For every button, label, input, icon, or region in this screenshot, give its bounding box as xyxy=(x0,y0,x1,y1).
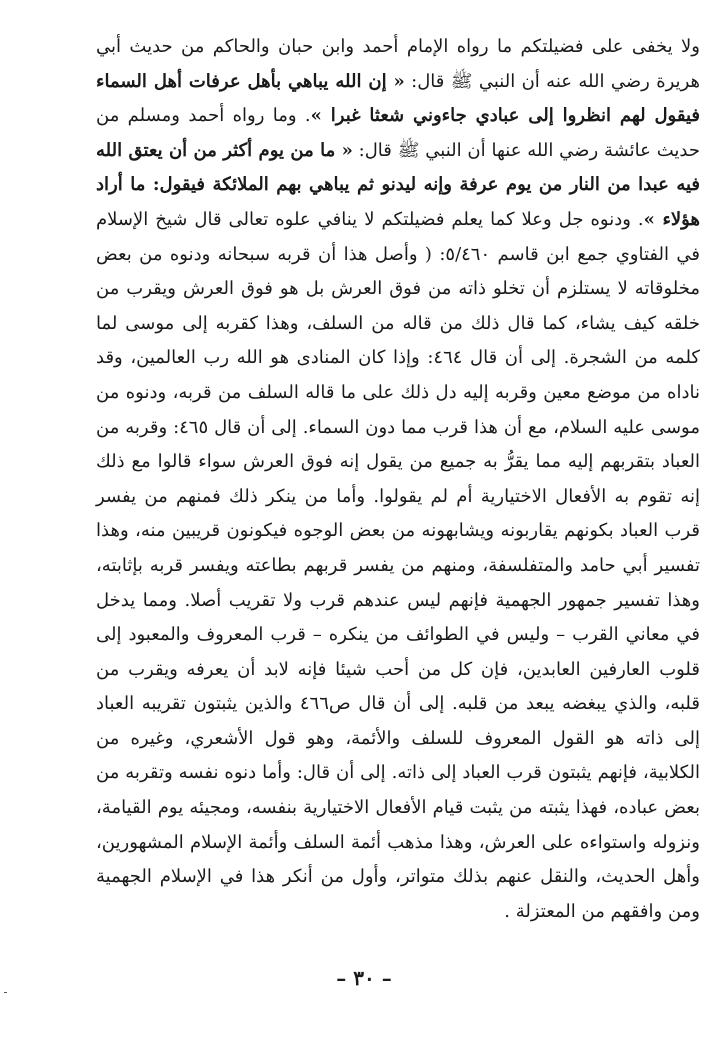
hadith-quote-bold: « إن الله يباهي بأهل عرفات أهل السماء فيقول لهم انظروا إلى عبادي جاءوني شعثا غبرا » xyxy=(96,70,700,127)
page-number: – ٣٠ – xyxy=(336,966,392,990)
hadith-quote-bold: « ما من يوم أكثر من أن يعتق الله فيه عبدا من النار من يوم عرفة وإنه ليدنو ثم يباهي بهم الملائكة فيقول: ما أراد هؤلاء » xyxy=(96,139,700,230)
document-page xyxy=(96,30,700,1030)
body-text xyxy=(96,30,700,929)
text-segment: . ودنوه جل وعلا كما يعلم فضيلتكم لا ينافي علوه تعالى قال شيخ الإسلام في الفتاوي جمع ابن قاسم ٥/٤٦٠: ( وأصل هذا أن قربه سبحانه ودنوه من بعض مخلوقاته لا يستلزم أن تخلو ذاته من فوق العرش بل هو فوق العرش ويقرب من خلقه كيف يشاء، كما قال ذلك من قاله من السلف، وهذا كقربه إلى موسى لما كلمه من الشجرة. إلى أن قال ٤٦٤: وإذا كان المنادى هو الله رب العالمين، وقد ناداه من موضع معين وقربه إليه دل ذلك على ما قاله السلف من قربه، ودنوه من موسى عليه السلام، مع أن هذا قرب مما دون السماء. إلى أن قال ٤٦٥: وقربه من العباد بتقربهم إليه مما يقرُّ به جميع من يقول إنه فوق العرش سواء قالوا مع ذلك إنه تقوم به الأفعال الاختيارية أم لم يقولوا. وأما من ينكر ذلك فمنهم من يفسر قرب العباد بكونهم يقاربونه ويشابهونه من بعض الوجوه فيكونون قريبين منه، وهذا تفسير أبي حامد والمتفلسفة، ومنهم من يفسر قربهم بطاعته ويفسر قربه بإثابته، وهذا تفسير جمهور الجهمية فإنهم ليس عندهم قرب ولا تقريب أصلا. ومما يدخل في معاني القرب – وليس في الطوائف من ينكره – قرب المعروف والمعبود إلى قلوب العارفين العابدين، فإن كل من أحب شيئا فإنه لابد أن يعرفه ويقرب من قلبه، والذي يبغضه يبعد من قلبه. إلى أن قال ص٤٦٦ والذين يثبتون تقريبه العباد إلى ذاته هو القول المعروف للسلف والأئمة، وهو قول الأشعري، وغيره من الكلابية، فإنهم يثبتون قرب العباد إلى ذاته. إلى أن قال: وأما دنوه نفسه وتقربه من بعض عباده، فهذا يثبته من يثبت قيام الأفعال الاختيارية بنفسه، ومجيئه يوم القيامة، ونزوله واستواءه على العرش، وهذا مذهب أئمة السلف وأئمة الإسلام المشهورين، وأهل الحديث، والنقل عنهم بذلك متواتر، وأول من أنكر هذا في الإسلام الجهمية ومن وافقهم من المعتزلة . xyxy=(96,208,700,922)
text-segment: ولا يخفى على فضيلتكم ما رواه الإمام أحمد وابن حبان والحاكم من حديث أبي هريرة رضي الله عنه أن النبي ﷺ قال: xyxy=(96,36,700,92)
text-segment: . وما رواه أحمد ومسلم من حديث عائشة رضي الله عنها أن النبي ﷺ قال: xyxy=(96,105,700,161)
margin-mark xyxy=(4,992,7,993)
